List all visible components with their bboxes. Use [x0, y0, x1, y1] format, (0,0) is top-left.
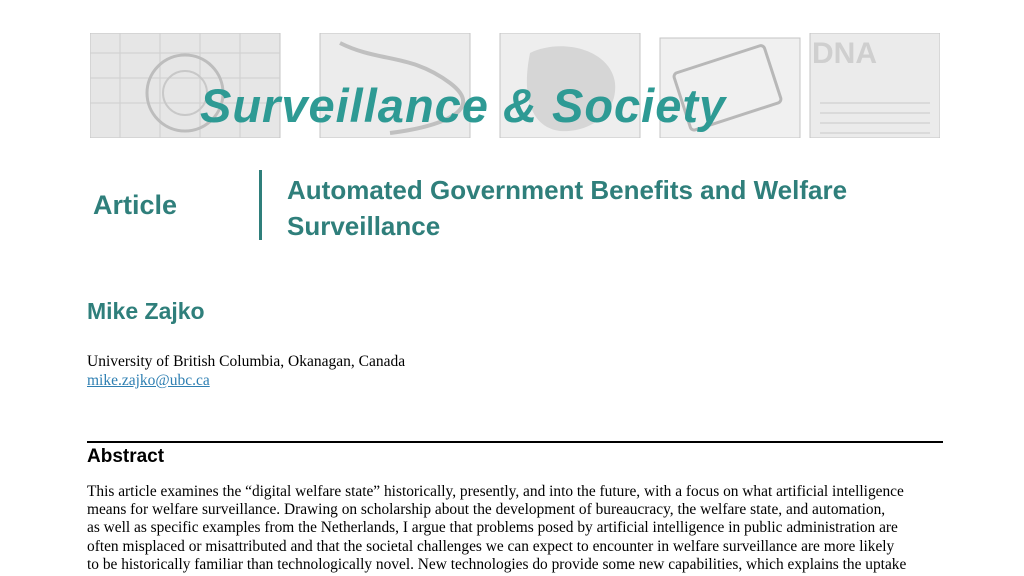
abstract-text — [87, 483, 945, 574]
dna-logo-text: DNA — [812, 37, 877, 70]
abstract-line: means for welfare surveillance. Drawing on scholarship about the development of bureaucracy, the welfare state, and automation, — [87, 501, 886, 519]
article-type-label: Article — [93, 190, 178, 220]
abstract-line: to be historically familiar than technologically novel. New technologies do provide some new capabilities, which explains the uptake — [87, 555, 907, 573]
abstract-line: This article examines the “digital welfare state” historically, presently, and into the future, with a focus on what artificial intelligence — [87, 483, 904, 500]
abstract-line: often misplaced or misattributed and that the societal challenges we can expect to encounter in welfare surveillance are more likely — [87, 537, 895, 555]
abstract-line: as well as specific examples from the Netherlands, I argue that problems posed by artificial intelligence in public administration are — [87, 519, 898, 537]
journal-title: Surveillance & Society — [200, 79, 727, 132]
author-name: Mike Zajko — [87, 298, 205, 324]
section-rule — [87, 441, 943, 443]
article-title: Automated Government Benefits and Welfare Surveillance — [287, 175, 848, 241]
author-affiliation: University of British Columbia, Okanagan, Canada — [87, 353, 406, 370]
author-email-link[interactable]: mike.zajko@ubc.ca — [87, 372, 210, 389]
title-divider — [259, 170, 262, 240]
abstract-heading: Abstract — [87, 446, 165, 467]
